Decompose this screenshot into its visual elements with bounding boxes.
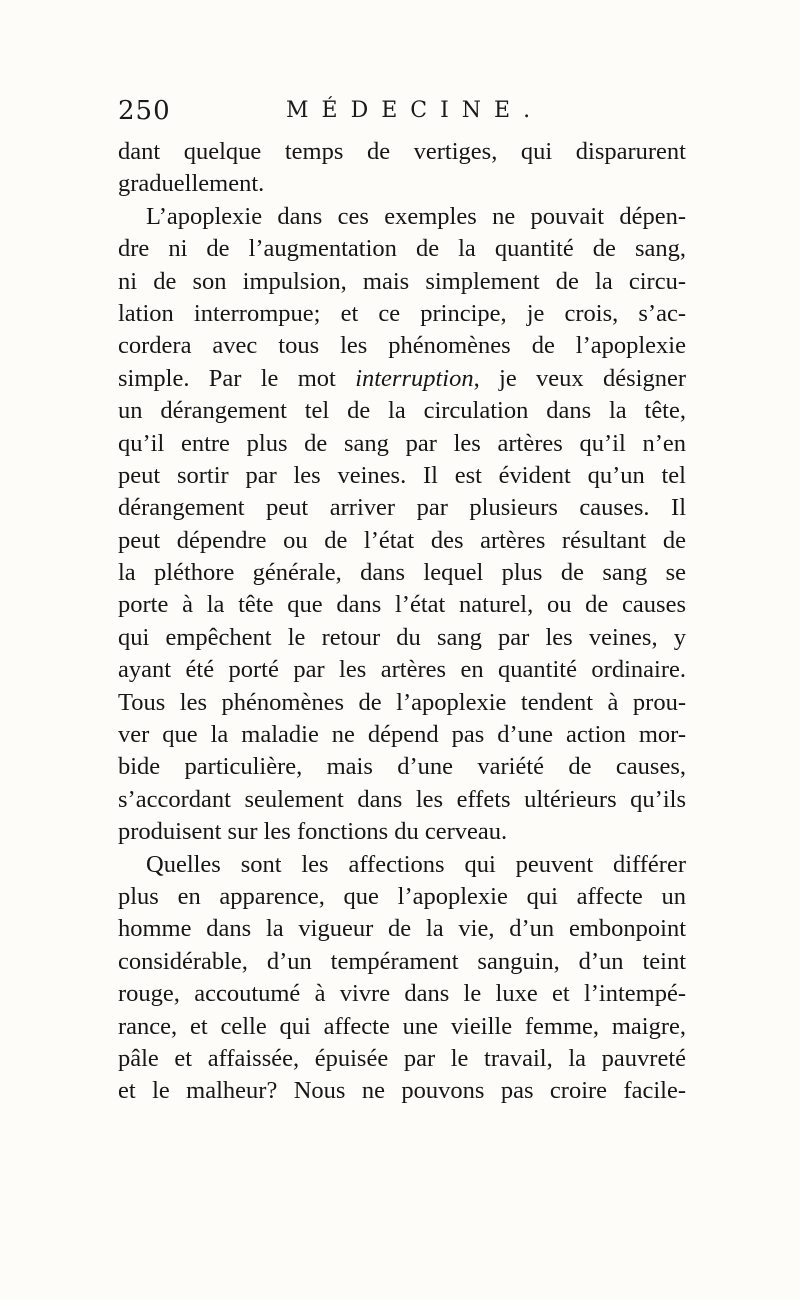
text-line: peut dépendre ou de l’état des artères résultant de [118, 526, 686, 554]
text-line: porte à la tête que dans l’état naturel, ou de causes [118, 591, 686, 619]
running-title: MÉDECINE. [286, 98, 544, 123]
text-line [118, 363, 686, 395]
text-line: rouge, accoutumé à vivre dans le luxe et l’intempé- [118, 980, 686, 1008]
text-line: Tous les phénomènes de l’apoplexie tendent à prou- [118, 688, 686, 716]
text-line: considérable, d’un tempérament sanguin, d’un teint [118, 947, 686, 975]
text-line: homme dans la vigueur de la vie, d’un embonpoint [118, 915, 686, 943]
text-line: qu’il entre plus de sang par les artères qu’il n’en [118, 429, 686, 457]
text-line: la pléthore générale, dans lequel plus de sang se [118, 559, 686, 587]
text-line: ni de son impulsion, mais simplement de la circu- [118, 267, 686, 295]
text-line: s’accordant seulement dans les effets ultérieurs qu’ils [118, 785, 686, 813]
text-line: lation interrompue; et ce principe, je crois, s’ac- [118, 299, 686, 327]
page-number: 250 [118, 96, 171, 126]
text-line: plus en apparence, que l’apoplexie qui affecte un [118, 882, 686, 910]
text-line: peut sortir par les veines. Il est évident qu’un tel [118, 461, 686, 489]
text-line: graduellement. [118, 170, 265, 198]
text-line: un dérangement tel de la circulation dans la tête, [118, 397, 686, 425]
text-line: ayant été porté par les artères en quantité ordinaire. [118, 656, 686, 684]
text-line: pâle et affaissée, épuisée par le travail, la pauvreté [118, 1044, 686, 1072]
text-line: qui empêchent le retour du sang par les veines, y [118, 623, 686, 651]
text-line: ver que la maladie ne dépend pas d’une action mor- [118, 721, 686, 749]
text-line: rance, et celle qui affecte une vieille femme, maigre, [118, 1012, 686, 1040]
text-line: et le malheur? Nous ne pouvons pas croire facile- [118, 1077, 686, 1105]
text-line: cordera avec tous les phénomènes de l’apoplexie [118, 332, 686, 360]
text-line: Quelles sont les affections qui peuvent différer [146, 850, 686, 878]
text-line: bide particulière, mais d’une variété de causes, [118, 753, 686, 781]
text-line: produisent sur les fonctions du cerveau. [118, 818, 508, 846]
text-line: L’apoplexie dans ces exemples ne pouvait dépen- [146, 202, 686, 230]
text-line: dérangement peut arriver par plusieurs causes. Il [118, 494, 686, 522]
text-line: dant quelque temps de vertiges, qui disparurent [118, 138, 686, 165]
text-segment: simple. Par le mot [118, 364, 356, 392]
italic-term: interruption [355, 364, 474, 392]
page-header [118, 92, 678, 132]
text-segment: , je veux désigner [473, 364, 686, 392]
body-text [118, 136, 686, 1108]
text-line: dre ni de l’augmentation de la quantité de sang, [118, 235, 686, 263]
